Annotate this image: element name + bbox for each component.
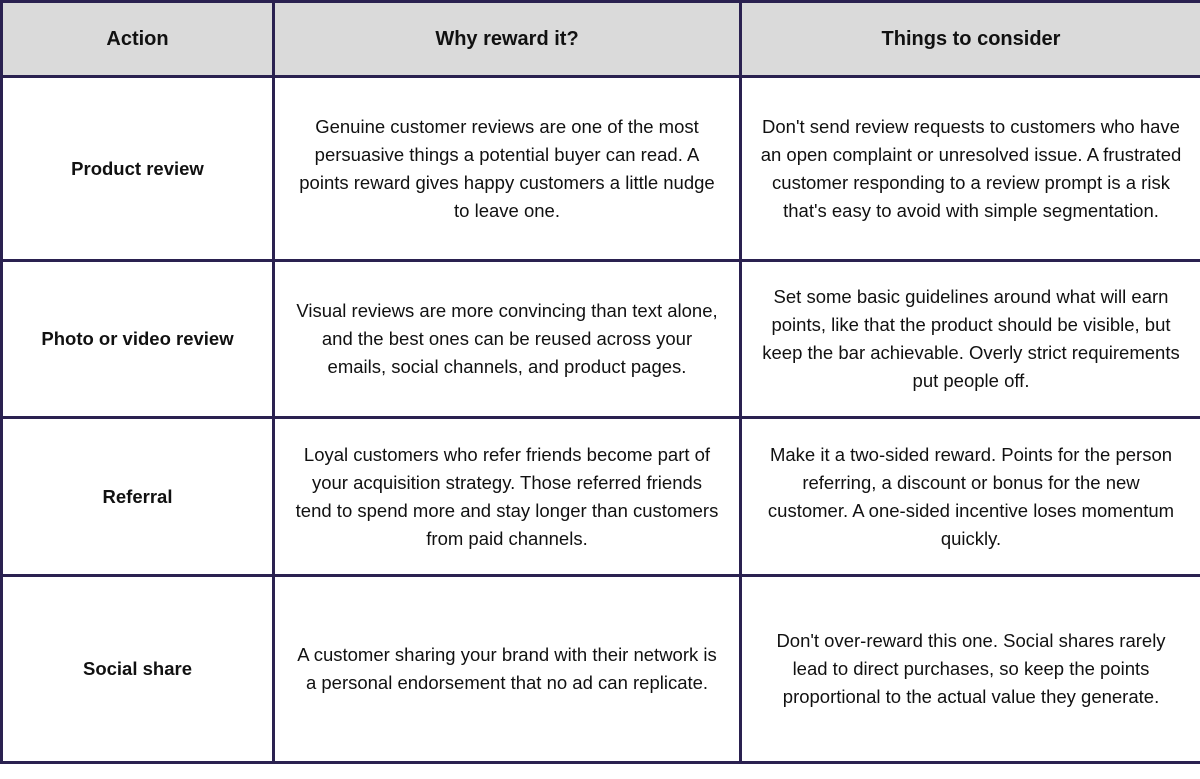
- action-cell: Photo or video review: [2, 261, 274, 418]
- table-row: [2, 576, 1200, 763]
- action-cell: Product review: [2, 77, 274, 261]
- why-cell: A customer sharing your brand with their network is a personal endorsement that no ad can replicate.: [274, 576, 741, 763]
- why-cell: Loyal customers who refer friends become part of your acquisition strategy. Those referred friends tend to spend more and stay longer than customers from paid channels.: [274, 418, 741, 576]
- table-row: [2, 77, 1200, 261]
- consider-cell: Make it a two-sided reward. Points for the person referring, a discount or bonus for the new customer. A one-sided incentive loses momentum quickly.: [741, 418, 1200, 576]
- table-row: [2, 261, 1200, 418]
- header-action: Action: [2, 2, 274, 77]
- consider-cell: Don't over-reward this one. Social shares rarely lead to direct purchases, so keep the points proportional to the actual value they generate.: [741, 576, 1200, 763]
- header-row: [2, 2, 1200, 77]
- table-row: [2, 418, 1200, 576]
- header-things-to-consider: Things to consider: [741, 2, 1200, 77]
- consider-cell: Set some basic guidelines around what will earn points, like that the product should be visible, but keep the bar achievable. Overly strict requirements put people off.: [741, 261, 1200, 418]
- table-header: [2, 2, 1200, 77]
- why-cell: Visual reviews are more convincing than text alone, and the best ones can be reused across your emails, social channels, and product pages.: [274, 261, 741, 418]
- action-cell: Referral: [2, 418, 274, 576]
- table-body: [2, 77, 1200, 763]
- action-cell: Social share: [2, 576, 274, 763]
- header-why-reward: Why reward it?: [274, 2, 741, 77]
- why-cell: Genuine customer reviews are one of the most persuasive things a potential buyer can read. A points reward gives happy customers a little nudge to leave one.: [274, 77, 741, 261]
- consider-cell: Don't send review requests to customers who have an open complaint or unresolved issue. A frustrated customer responding to a review prompt is a risk that's easy to avoid with simple segmentation.: [741, 77, 1200, 261]
